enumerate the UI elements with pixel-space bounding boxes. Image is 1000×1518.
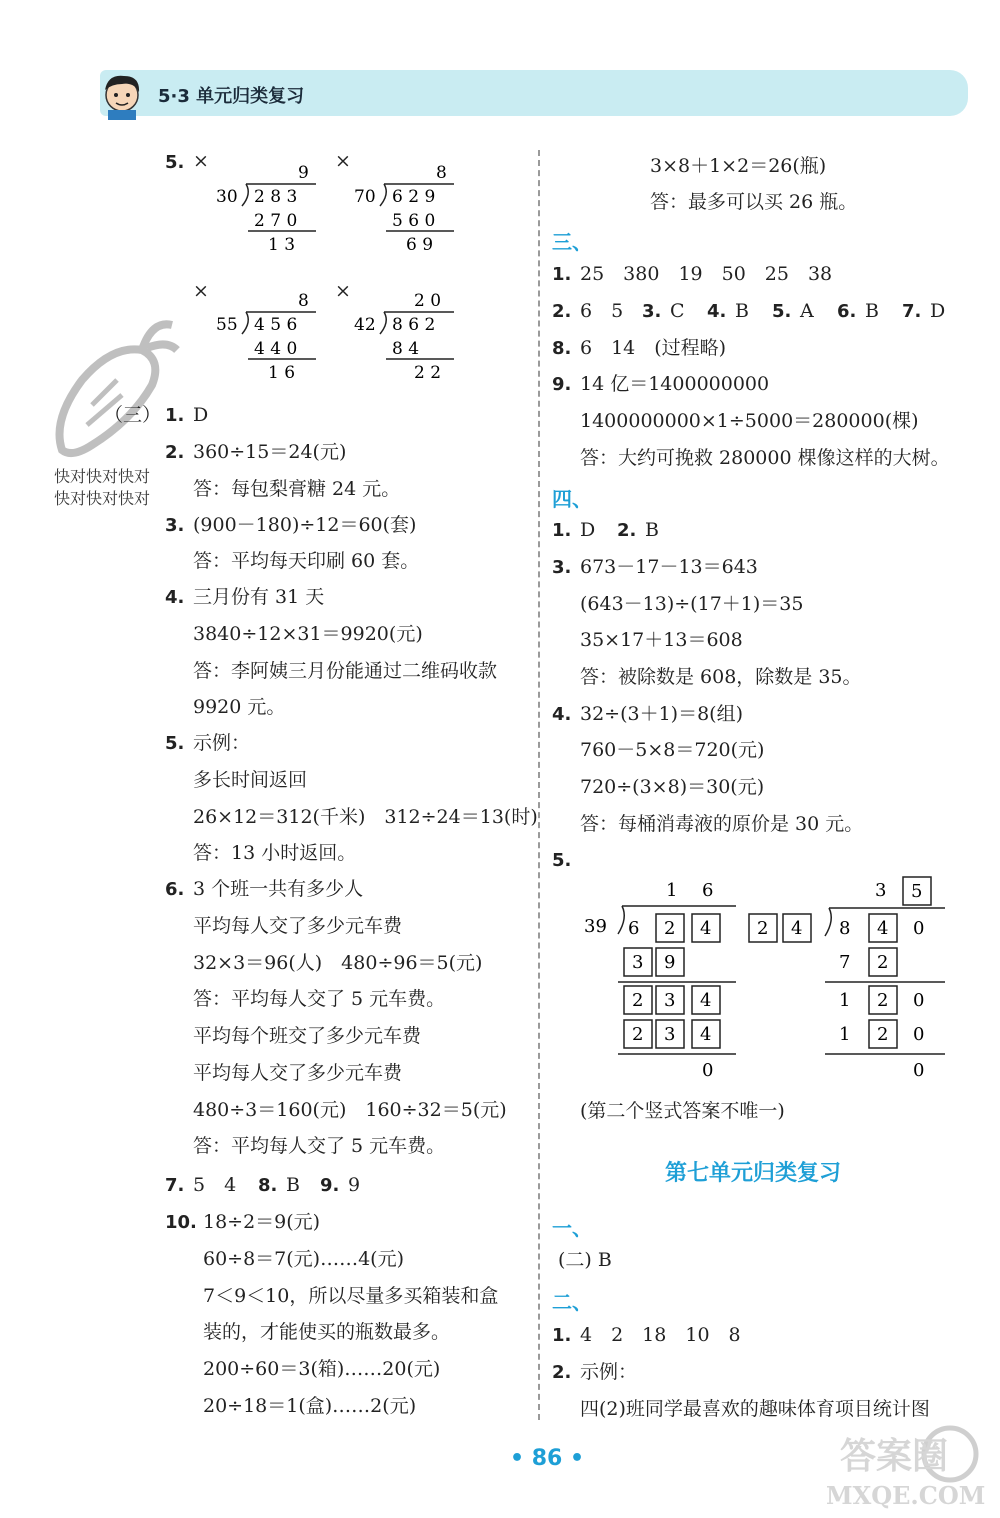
item-number: 3. [642, 301, 662, 322]
divisor: 55 [216, 315, 238, 335]
answer-text: 6 14 (过程略) [580, 337, 727, 359]
product: 4 4 0 [254, 339, 298, 359]
long-division [212, 160, 322, 260]
dividend: 6 2 9 [392, 187, 436, 207]
watermark-text: 答案圈 [840, 1435, 949, 1477]
answer-text: A [800, 300, 814, 322]
answer-line: (900－180)÷12＝60(套) [193, 514, 417, 536]
divisor-digit: 2 [757, 918, 769, 939]
answer-line: 答：最多可以买 26 瓶。 [650, 191, 858, 213]
item-number: 1. [552, 1325, 572, 1346]
product: 2 7 0 [254, 211, 298, 231]
answer-text: (二) B [558, 1249, 612, 1271]
note: (第二个竖式答案不唯一) [580, 1100, 785, 1122]
dividend: 2 8 3 [254, 187, 298, 207]
dividend-digit: 4 [700, 918, 712, 939]
header-title: 5·3 单元归类复习 [158, 86, 305, 107]
item-number: 4. [165, 587, 185, 608]
remainder: 2 2 [414, 363, 442, 383]
item-number: 2. [617, 520, 637, 541]
remainder: 0 [702, 1060, 714, 1081]
section-heading: 二、 [552, 1290, 592, 1314]
answer-line: 32÷(3＋1)＝8(组) [580, 703, 744, 725]
answer-line: 35×17＋13＝608 [580, 629, 743, 651]
answer-line: (643－13)÷(17＋1)＝35 [580, 593, 804, 615]
remainder: 1 6 [268, 363, 296, 383]
watermark-url: MXQE.COM [826, 1481, 986, 1510]
carrot-icon [42, 310, 185, 460]
product: 5 6 0 [392, 211, 436, 231]
product-digit: 3 [664, 1024, 676, 1045]
dividend-digit: 0 [913, 918, 925, 939]
quotient-digit: 5 [911, 881, 923, 902]
quotient-digit: 3 [875, 880, 887, 901]
answer-line: 3840÷12×31＝9920(元) [193, 623, 423, 645]
page-number: • 86 • [510, 1446, 585, 1471]
product: 8 4 [392, 339, 420, 359]
product-digit: 4 [700, 1024, 712, 1045]
item-number: 7. [165, 1175, 185, 1196]
quotient-digit: 6 [702, 880, 714, 901]
answer-text: 25 380 19 50 25 38 [580, 263, 833, 285]
answer-text: 9 [348, 1174, 361, 1196]
section-heading: 四、 [552, 487, 592, 511]
item-number: 6. [837, 301, 857, 322]
product-digit: 2 [632, 1024, 644, 1045]
answer-text: C [670, 300, 685, 322]
answer-line: 760－5×8＝720(元) [580, 739, 765, 761]
remainder-digit: 1 [839, 990, 851, 1011]
item-number: 6. [165, 879, 185, 900]
answer-line: 9920 元。 [193, 696, 286, 718]
divisor: 39 [584, 916, 607, 937]
answer-line: 60÷8＝7(元)……4(元) [203, 1248, 405, 1270]
answer-line: 装的，才能使买的瓶数最多。 [203, 1321, 451, 1343]
answer-line: 答：平均每人交了 5 元车费。 [193, 1135, 446, 1157]
item-number: 4. [552, 704, 572, 725]
answer-line: 平均每人交了多少元车费 [193, 915, 403, 937]
item-number: 1. [552, 520, 572, 541]
product-digit: 9 [664, 952, 676, 973]
item-number: 5. [165, 733, 185, 754]
wrong-mark: × [335, 150, 351, 172]
item-number: 5. [772, 301, 792, 322]
item-number: 10. [165, 1212, 197, 1233]
answer-line: 答：13 小时返回。 [193, 842, 357, 864]
product-digit: 0 [913, 1024, 925, 1045]
item-number: 3. [552, 557, 572, 578]
answer-line: 200÷60＝3(箱)……20(元) [203, 1358, 441, 1380]
mascot-icon [96, 68, 148, 120]
answer-line: 答：被除数是 608，除数是 35。 [580, 666, 862, 688]
item-number: 4. [707, 301, 727, 322]
answer-line: 答：大约可挽救 280000 棵像这样的大树。 [580, 447, 950, 469]
answer-text: B [735, 300, 749, 322]
section-heading: 一、 [552, 1216, 592, 1240]
unit-title: 第七单元归类复习 [665, 1161, 842, 1186]
remainder: 0 [913, 1060, 925, 1081]
answer-line: 720÷(3×8)＝30(元) [580, 776, 765, 798]
answer-line: 平均每个班交了多少元车费 [193, 1025, 422, 1047]
side-note-line2: 快对快对快对 [54, 489, 151, 508]
item-number: 2. [552, 1362, 572, 1383]
remainder-digit: 2 [877, 990, 889, 1011]
chart-title: 四(2)班同学最喜欢的趣味体育项目统计图 [580, 1398, 930, 1420]
item-number: 1. [552, 264, 572, 285]
wrong-mark: × [193, 280, 209, 302]
answer-text: B [865, 300, 879, 322]
answer-text: D [930, 300, 946, 322]
answer-text: D [193, 404, 209, 426]
item-number: 2. [552, 301, 572, 322]
long-division [212, 288, 322, 388]
product-digit: 2 [877, 1024, 889, 1045]
answer-line: 360÷15＝24(元) [193, 441, 347, 463]
quotient: 8 [436, 163, 447, 183]
item-number: 2. [165, 442, 185, 463]
answer-line: 32×3＝96(人) 480÷96＝5(元) [193, 952, 483, 974]
answer-text: B [645, 519, 659, 541]
answer-line: 三月份有 31 天 [193, 586, 325, 608]
section-label: （三） [104, 404, 162, 426]
answer-line: 7＜9＜10，所以尽量多买箱装和盒 [203, 1285, 499, 1307]
answer-line: 示例： [193, 732, 251, 754]
answer-line: 3×8＋1×2＝26(瓶) [650, 155, 827, 177]
quotient: 2 0 [414, 291, 442, 311]
remainder-digit: 2 [632, 990, 644, 1011]
divisor: 30 [216, 187, 238, 207]
answer-line: 答：李阿姨三月份能通过二维码收款 [193, 660, 498, 682]
item-number: 5. [165, 152, 185, 173]
side-note-line1: 快对快对快对 [54, 467, 151, 486]
wrong-mark: × [193, 150, 209, 172]
divisor: 70 [354, 187, 376, 207]
answer-line: 答：每包梨膏糖 24 元。 [193, 478, 401, 500]
answer-text: D [580, 519, 596, 541]
wrong-mark: × [335, 280, 351, 302]
item-number: 5. [552, 850, 572, 871]
answer-line: 673－17－13＝643 [580, 556, 758, 578]
column-divider [538, 150, 540, 1420]
product-digit: 1 [839, 1024, 851, 1045]
item-number: 9. [320, 1175, 340, 1196]
dividend: 8 6 2 [392, 315, 436, 335]
answer-text: 4 2 18 10 8 [580, 1324, 741, 1346]
answer-line: 平均每人交了多少元车费 [193, 1062, 403, 1084]
divisor: 42 [354, 315, 376, 335]
long-division [350, 288, 460, 388]
boxed-long-division [745, 872, 950, 1082]
quotient: 9 [298, 163, 309, 183]
answer-line: 3 个班一共有多少人 [193, 878, 364, 900]
item-number: 7. [902, 301, 922, 322]
section-heading: 三、 [552, 230, 592, 254]
answer-line: 答：每桶消毒液的原价是 30 元。 [580, 813, 864, 835]
watermark-logo [800, 1420, 990, 1510]
quotient: 8 [298, 291, 309, 311]
answer-text: 5 4 [193, 1174, 237, 1196]
item-number: 8. [552, 338, 572, 359]
product-digit: 7 [839, 952, 851, 973]
boxed-long-division [580, 872, 740, 1082]
item-number: 8. [258, 1175, 278, 1196]
answer-text: B [286, 1174, 300, 1196]
answer-line: 26×12＝312(千米) 312÷24＝13(时) [193, 806, 538, 828]
answer-line: 14 亿＝1400000000 [580, 373, 770, 395]
quotient-digit: 1 [666, 880, 678, 901]
answer-line: 18÷2＝9(元) [203, 1211, 321, 1233]
answer-line: 答：平均每人交了 5 元车费。 [193, 988, 446, 1010]
long-division [350, 160, 460, 260]
item-number: 1. [165, 405, 185, 426]
item-number: 9. [552, 374, 572, 395]
dividend-digit: 8 [839, 918, 851, 939]
divisor-digit: 4 [791, 918, 803, 939]
item-number: 3. [165, 515, 185, 536]
dividend-digit: 6 [628, 918, 640, 939]
answer-line: 示例： [580, 1361, 638, 1383]
answer-line: 答：平均每天印刷 60 套。 [193, 550, 420, 572]
answer-line: 480÷3＝160(元) 160÷32＝5(元) [193, 1099, 507, 1121]
answer-line: 1400000000×1÷5000＝280000(棵) [580, 410, 919, 432]
answer-text: 6 5 [580, 300, 624, 322]
answer-line: 多长时间返回 [193, 769, 308, 791]
dividend-digit: 2 [664, 918, 676, 939]
answer-line: 20÷18＝1(盒)……2(元) [203, 1395, 417, 1417]
remainder-digit: 0 [913, 990, 925, 1011]
remainder: 6 9 [406, 235, 434, 255]
dividend-digit: 4 [877, 918, 889, 939]
remainder-digit: 4 [700, 990, 712, 1011]
product-digit: 3 [632, 952, 644, 973]
dividend: 4 5 6 [254, 315, 298, 335]
remainder: 1 3 [268, 235, 296, 255]
remainder-digit: 3 [664, 990, 676, 1011]
product-digit: 2 [877, 952, 889, 973]
